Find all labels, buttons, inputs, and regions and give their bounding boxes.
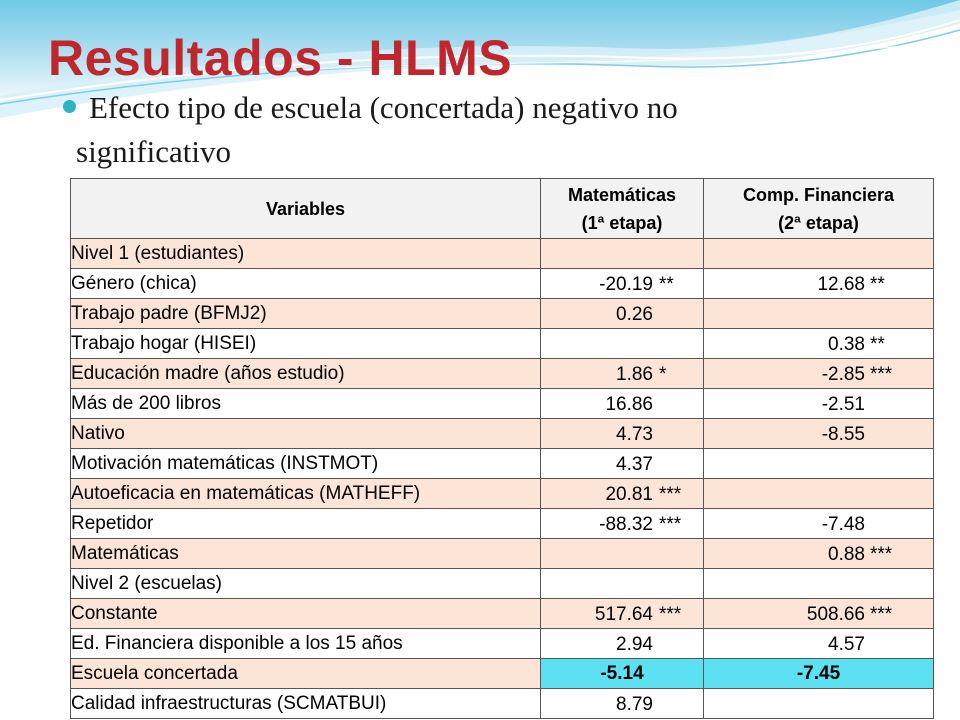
mat-value: 16.86 (605, 394, 653, 415)
mat-value: 20.81 (605, 484, 653, 505)
mat-cell (541, 239, 704, 269)
header-fin-line2: (2ª etapa) (778, 212, 859, 233)
table-row-highlighted (71, 659, 934, 689)
table-row (71, 479, 934, 509)
row-label: Nivel 1 (estudiantes) (71, 239, 541, 269)
mat-cell (541, 689, 704, 719)
table-row (71, 269, 934, 299)
mat-cell-highlighted (541, 659, 704, 689)
fin-value: 508.66 (806, 604, 865, 625)
table-row (71, 629, 934, 659)
row-label: Repetidor (71, 509, 541, 539)
mat-cell (541, 539, 704, 569)
fin-cell (704, 599, 934, 629)
fin-significance: *** (870, 544, 893, 565)
header-mat-line1: Matemáticas (567, 184, 677, 205)
table-row (71, 299, 934, 329)
mat-value: 4.73 (616, 424, 653, 445)
header-comp-financiera (704, 179, 934, 239)
bullet-line-2: significativo (76, 134, 231, 169)
table-header-row (71, 179, 934, 239)
row-label: Nivel 2 (escuelas) (71, 569, 541, 599)
table-row (71, 239, 934, 269)
fin-cell (704, 329, 934, 359)
mat-cell (541, 569, 704, 599)
bullet-text (76, 86, 849, 174)
mat-value: -88.32 (599, 514, 653, 535)
header-matematicas (541, 179, 704, 239)
results-table (70, 178, 934, 719)
fin-significance: *** (870, 604, 893, 625)
fin-significance: *** (870, 364, 893, 385)
table-row (71, 419, 934, 449)
fin-value: -7.45 (796, 663, 841, 684)
fin-value: -2.51 (821, 394, 865, 415)
row-label: Trabajo hogar (HISEI) (71, 329, 541, 359)
fin-value: -7.48 (821, 514, 865, 535)
fin-value: -2.85 (821, 364, 865, 385)
fin-cell (704, 689, 934, 719)
fin-cell (704, 539, 934, 569)
table-row (71, 329, 934, 359)
fin-cell (704, 359, 934, 389)
row-label: Género (chica) (71, 269, 541, 299)
row-label: Constante (71, 599, 541, 629)
fin-significance: ** (870, 274, 885, 295)
table-row (71, 599, 934, 629)
slide-title: Resultados - HLMS (48, 30, 513, 86)
fin-cell (704, 629, 934, 659)
mat-cell (541, 299, 704, 329)
row-label: Escuela concertada (71, 659, 541, 689)
mat-value: 0.26 (616, 304, 653, 325)
header-fin-line1: Comp. Financiera (742, 184, 895, 205)
fin-value: 0.88 (828, 544, 865, 565)
fin-cell (704, 479, 934, 509)
fin-cell (704, 449, 934, 479)
header-mat-line2: (1ª etapa) (581, 212, 663, 233)
fin-cell (704, 239, 934, 269)
mat-cell (541, 269, 704, 299)
row-label: Nativo (71, 419, 541, 449)
mat-cell (541, 479, 704, 509)
mat-cell (541, 629, 704, 659)
mat-significance: *** (659, 604, 682, 625)
fin-cell-highlighted (704, 659, 934, 689)
mat-value: 8.79 (616, 694, 653, 715)
row-label: Educación madre (años estudio) (71, 359, 541, 389)
fin-cell (704, 269, 934, 299)
mat-cell (541, 449, 704, 479)
mat-cell (541, 599, 704, 629)
fin-cell (704, 299, 934, 329)
fin-significance: ** (870, 334, 885, 355)
table-row (71, 359, 934, 389)
mat-value: 1.86 (616, 364, 653, 385)
row-label: Ed. Financiera disponible a los 15 años (71, 629, 541, 659)
mat-significance: *** (659, 514, 682, 535)
table-row (71, 449, 934, 479)
header-variables (71, 179, 541, 239)
table-row (71, 389, 934, 419)
table-row (71, 539, 934, 569)
mat-cell (541, 509, 704, 539)
bullet-line-1: Efecto tipo de escuela (concertada) negativo no (89, 90, 678, 125)
fin-cell (704, 389, 934, 419)
mat-significance: *** (659, 484, 682, 505)
fin-cell (704, 509, 934, 539)
fin-value: 12.68 (817, 274, 865, 295)
fin-value: 0.38 (828, 334, 865, 355)
fin-cell (704, 569, 934, 599)
fin-value: -8.55 (821, 424, 865, 445)
fin-value: 4.57 (828, 634, 865, 655)
mat-value: 2.94 (616, 634, 653, 655)
row-label: Más de 200 libros (71, 389, 541, 419)
table-row (71, 689, 934, 719)
row-label: Autoeficacia en matemáticas (MATHEFF) (71, 479, 541, 509)
mat-cell (541, 329, 704, 359)
table-row (71, 569, 934, 599)
table-row (71, 509, 934, 539)
bullet-icon (63, 100, 76, 113)
row-label: Calidad infraestructuras (SCMATBUI) (71, 689, 541, 719)
mat-significance: ** (659, 274, 674, 295)
mat-value: -20.19 (599, 274, 653, 295)
mat-value: 517.64 (594, 604, 653, 625)
mat-cell (541, 419, 704, 449)
row-label: Matemáticas (71, 539, 541, 569)
row-label: Motivación matemáticas (INSTMOT) (71, 449, 541, 479)
mat-significance: * (659, 364, 667, 385)
mat-cell (541, 389, 704, 419)
mat-cell (541, 359, 704, 389)
header-variables-label: Variables (265, 198, 346, 219)
mat-value: 4.37 (616, 454, 653, 475)
fin-cell (704, 419, 934, 449)
row-label: Trabajo padre (BFMJ2) (71, 299, 541, 329)
mat-value: -5.14 (600, 663, 644, 684)
